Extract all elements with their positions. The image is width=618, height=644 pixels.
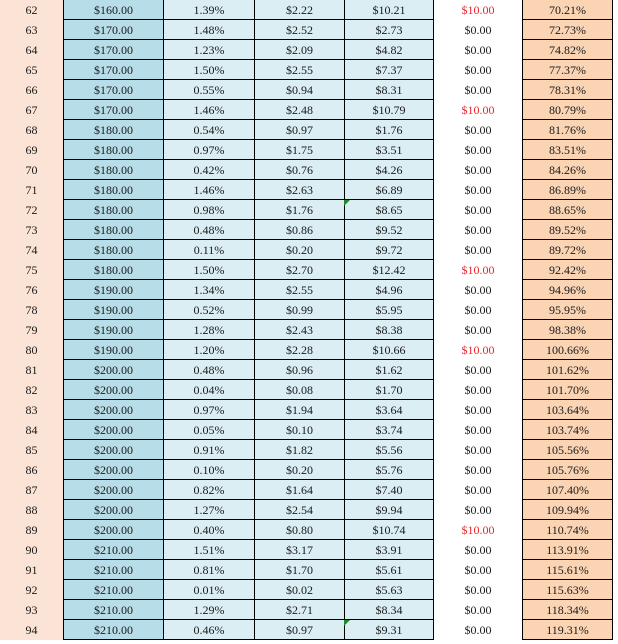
table-row [0, 340, 618, 360]
blank-cell [613, 520, 618, 540]
dividend-cell[interactable]: $1.94 [254, 400, 344, 420]
blank-cell [613, 500, 618, 520]
payout-cell[interactable]: $10.00 [434, 520, 522, 540]
payout-cell[interactable]: $0.00 [434, 380, 522, 400]
payout-cell[interactable]: $0.00 [434, 140, 522, 160]
dividend-cell[interactable]: $2.54 [254, 500, 344, 520]
dividend-cell[interactable]: $2.63 [254, 180, 344, 200]
accumulated-cell[interactable]: $7.37 [344, 60, 434, 80]
row-index-cell: 84 [0, 420, 63, 440]
rate-cell[interactable]: 1.28% [164, 320, 254, 340]
total-return-cell[interactable]: 115.63% [522, 580, 613, 600]
balance-cell[interactable]: $180.00 [63, 140, 164, 160]
payout-cell[interactable]: $0.00 [434, 400, 522, 420]
total-return-cell[interactable]: 109.94% [522, 500, 613, 520]
rate-cell[interactable]: 1.29% [164, 600, 254, 620]
dividend-cell[interactable]: $2.48 [254, 100, 344, 120]
rate-cell[interactable]: 1.34% [164, 280, 254, 300]
balance-cell[interactable]: $200.00 [63, 380, 164, 400]
payout-cell[interactable]: $0.00 [434, 440, 522, 460]
row-index-cell: 82 [0, 380, 63, 400]
accumulated-cell[interactable]: $5.95 [344, 300, 434, 320]
payout-cell[interactable]: $0.00 [434, 500, 522, 520]
row-index-cell: 94 [0, 620, 63, 640]
accumulated-cell[interactable]: $2.73 [344, 20, 434, 40]
payout-cell[interactable]: $10.00 [434, 340, 522, 360]
total-return-cell[interactable]: 107.40% [522, 480, 613, 500]
table-row [0, 520, 618, 540]
blank-cell [613, 120, 618, 140]
rate-cell[interactable]: 0.52% [164, 300, 254, 320]
total-return-cell[interactable]: 103.74% [522, 420, 613, 440]
dividend-cell[interactable]: $0.02 [254, 580, 344, 600]
row-index-cell: 69 [0, 140, 63, 160]
table-row [0, 600, 618, 620]
dividend-cell[interactable]: $2.43 [254, 320, 344, 340]
dividend-cell[interactable]: $0.97 [254, 620, 344, 640]
balance-cell[interactable]: $180.00 [63, 200, 164, 220]
rate-cell[interactable]: 0.55% [164, 80, 254, 100]
dividend-cell[interactable]: $0.76 [254, 160, 344, 180]
accumulated-cell[interactable]: $5.63 [344, 580, 434, 600]
payout-cell[interactable]: $0.00 [434, 540, 522, 560]
dividend-cell[interactable]: $0.97 [254, 120, 344, 140]
dividend-cell[interactable]: $1.76 [254, 200, 344, 220]
payout-cell[interactable]: $0.00 [434, 40, 522, 60]
rate-cell[interactable]: 1.46% [164, 180, 254, 200]
row-index-cell: 86 [0, 460, 63, 480]
balance-cell[interactable]: $200.00 [63, 500, 164, 520]
dividend-cell[interactable]: $0.20 [254, 240, 344, 260]
balance-cell[interactable]: $210.00 [63, 580, 164, 600]
rate-cell[interactable]: 0.97% [164, 140, 254, 160]
row-index-cell: 74 [0, 240, 63, 260]
table-row [0, 620, 618, 640]
total-return-cell[interactable]: 86.89% [522, 180, 613, 200]
total-return-cell[interactable]: 105.76% [522, 460, 613, 480]
rate-cell[interactable]: 0.48% [164, 360, 254, 380]
blank-cell [613, 40, 618, 60]
rate-cell[interactable]: 0.42% [164, 160, 254, 180]
accumulated-cell[interactable]: $4.26 [344, 160, 434, 180]
accumulated-cell[interactable]: $5.56 [344, 440, 434, 460]
error-indicator-icon[interactable] [344, 620, 350, 626]
total-return-cell[interactable]: 118.34% [522, 600, 613, 620]
total-return-cell[interactable]: 103.64% [522, 400, 613, 420]
balance-cell[interactable]: $200.00 [63, 440, 164, 460]
table-row [0, 160, 618, 180]
balance-cell[interactable]: $200.00 [63, 400, 164, 420]
table-row [0, 200, 618, 220]
blank-cell [613, 400, 618, 420]
payout-cell[interactable]: $0.00 [434, 60, 522, 80]
table-row [0, 320, 618, 340]
dividend-cell[interactable]: $2.71 [254, 600, 344, 620]
accumulated-cell[interactable]: $3.74 [344, 420, 434, 440]
row-index-cell: 90 [0, 540, 63, 560]
total-return-cell[interactable]: 105.56% [522, 440, 613, 460]
table-row [0, 580, 618, 600]
accumulated-cell[interactable]: $5.61 [344, 560, 434, 580]
blank-cell [613, 560, 618, 580]
error-indicator-icon[interactable] [344, 200, 350, 206]
balance-cell[interactable]: $190.00 [63, 300, 164, 320]
accumulated-cell[interactable]: $6.89 [344, 180, 434, 200]
payout-cell[interactable]: $10.00 [434, 100, 522, 120]
total-return-cell[interactable]: 92.42% [522, 260, 613, 280]
accumulated-cell[interactable]: $1.70 [344, 380, 434, 400]
balance-cell[interactable]: $180.00 [63, 260, 164, 280]
row-index-cell: 65 [0, 60, 63, 80]
accumulated-cell[interactable]: $9.72 [344, 240, 434, 260]
dividend-cell[interactable]: $2.70 [254, 260, 344, 280]
balance-cell[interactable]: $210.00 [63, 560, 164, 580]
rate-cell[interactable]: 1.23% [164, 40, 254, 60]
rate-cell[interactable]: 0.10% [164, 460, 254, 480]
balance-cell[interactable]: $160.00 [63, 0, 164, 20]
rate-cell[interactable]: 0.54% [164, 120, 254, 140]
rate-cell[interactable]: 1.50% [164, 60, 254, 80]
balance-cell[interactable]: $180.00 [63, 160, 164, 180]
balance-cell[interactable]: $210.00 [63, 540, 164, 560]
accumulated-cell[interactable]: $1.62 [344, 360, 434, 380]
payout-cell[interactable]: $10.00 [434, 260, 522, 280]
table-row [0, 100, 618, 120]
accumulated-cell[interactable]: $4.96 [344, 280, 434, 300]
payout-cell[interactable]: $0.00 [434, 180, 522, 200]
balance-cell[interactable]: $170.00 [63, 40, 164, 60]
blank-cell [613, 460, 618, 480]
table-row [0, 400, 618, 420]
balance-cell[interactable]: $180.00 [63, 180, 164, 200]
table-row [0, 240, 618, 260]
blank-cell [613, 380, 618, 400]
payout-cell[interactable]: $0.00 [434, 80, 522, 100]
dividend-cell[interactable]: $1.70 [254, 560, 344, 580]
payout-cell[interactable]: $0.00 [434, 20, 522, 40]
rate-cell[interactable]: 0.01% [164, 580, 254, 600]
blank-cell [613, 600, 618, 620]
table-row [0, 40, 618, 60]
row-index-cell: 92 [0, 580, 63, 600]
rate-cell[interactable]: 0.05% [164, 420, 254, 440]
total-return-cell[interactable]: 88.65% [522, 200, 613, 220]
table-row [0, 460, 618, 480]
payout-cell[interactable]: $0.00 [434, 360, 522, 380]
balance-cell[interactable]: $200.00 [63, 460, 164, 480]
payout-cell[interactable]: $0.00 [434, 420, 522, 440]
total-return-cell[interactable]: 80.79% [522, 100, 613, 120]
blank-cell [613, 100, 618, 120]
rate-cell[interactable]: 0.91% [164, 440, 254, 460]
dividend-cell[interactable]: $2.22 [254, 0, 344, 20]
row-index-cell: 83 [0, 400, 63, 420]
table-row [0, 360, 618, 380]
table-row [0, 540, 618, 560]
payout-cell[interactable]: $0.00 [434, 240, 522, 260]
balance-cell[interactable]: $170.00 [63, 20, 164, 40]
total-return-cell[interactable]: 89.72% [522, 240, 613, 260]
row-index-cell: 64 [0, 40, 63, 60]
row-index-cell: 85 [0, 440, 63, 460]
total-return-cell[interactable]: 84.26% [522, 160, 613, 180]
row-index-cell: 67 [0, 100, 63, 120]
blank-cell [613, 180, 618, 200]
blank-cell [613, 200, 618, 220]
row-index-cell: 62 [0, 0, 63, 20]
total-return-cell[interactable]: 72.73% [522, 20, 613, 40]
row-index-cell: 76 [0, 280, 63, 300]
rate-cell[interactable]: 1.51% [164, 540, 254, 560]
accumulated-cell[interactable]: $8.38 [344, 320, 434, 340]
accumulated-cell[interactable]: $8.31 [344, 80, 434, 100]
blank-cell [613, 540, 618, 560]
payout-cell[interactable]: $0.00 [434, 620, 522, 640]
total-return-cell[interactable]: 113.91% [522, 540, 613, 560]
blank-cell [613, 620, 618, 640]
dividend-cell[interactable]: $0.94 [254, 80, 344, 100]
total-return-cell[interactable]: 83.51% [522, 140, 613, 160]
balance-cell[interactable]: $170.00 [63, 80, 164, 100]
balance-cell[interactable]: $190.00 [63, 320, 164, 340]
accumulated-cell[interactable]: $1.76 [344, 120, 434, 140]
total-return-cell[interactable]: 78.31% [522, 80, 613, 100]
total-return-cell[interactable]: 81.76% [522, 120, 613, 140]
accumulated-cell[interactable]: $3.91 [344, 540, 434, 560]
dividend-cell[interactable]: $0.80 [254, 520, 344, 540]
accumulated-cell[interactable]: $10.21 [344, 0, 434, 20]
dividend-cell[interactable]: $3.17 [254, 540, 344, 560]
balance-cell[interactable]: $210.00 [63, 600, 164, 620]
total-return-cell[interactable]: 70.21% [522, 0, 613, 20]
row-index-cell: 75 [0, 260, 63, 280]
blank-cell [613, 300, 618, 320]
balance-cell[interactable]: $200.00 [63, 360, 164, 380]
row-index-cell: 63 [0, 20, 63, 40]
table-row [0, 20, 618, 40]
blank-cell [613, 220, 618, 240]
table-row [0, 440, 618, 460]
payout-cell[interactable]: $0.00 [434, 200, 522, 220]
rate-cell[interactable]: 0.82% [164, 480, 254, 500]
row-index-cell: 66 [0, 80, 63, 100]
row-index-cell: 73 [0, 220, 63, 240]
table-row [0, 480, 618, 500]
dividend-cell[interactable]: $0.20 [254, 460, 344, 480]
rate-cell[interactable]: 1.39% [164, 0, 254, 20]
balance-cell[interactable]: $210.00 [63, 620, 164, 640]
rate-cell[interactable]: 0.97% [164, 400, 254, 420]
payout-cell[interactable]: $0.00 [434, 560, 522, 580]
total-return-cell[interactable]: 94.96% [522, 280, 613, 300]
total-return-cell[interactable]: 101.70% [522, 380, 613, 400]
total-return-cell[interactable]: 77.37% [522, 60, 613, 80]
total-return-cell[interactable]: 110.74% [522, 520, 613, 540]
payout-cell[interactable]: $0.00 [434, 300, 522, 320]
row-index-cell: 80 [0, 340, 63, 360]
balance-cell[interactable]: $200.00 [63, 520, 164, 540]
rate-cell[interactable]: 0.81% [164, 560, 254, 580]
blank-cell [613, 60, 618, 80]
payout-cell[interactable]: $0.00 [434, 120, 522, 140]
payout-cell[interactable]: $0.00 [434, 460, 522, 480]
row-index-cell: 91 [0, 560, 63, 580]
blank-cell [613, 280, 618, 300]
blank-cell [613, 20, 618, 40]
accumulated-cell[interactable]: $8.34 [344, 600, 434, 620]
payout-cell[interactable]: $0.00 [434, 580, 522, 600]
table-row [0, 220, 618, 240]
balance-cell[interactable]: $200.00 [63, 480, 164, 500]
accumulated-cell[interactable]: $9.52 [344, 220, 434, 240]
table-row [0, 180, 618, 200]
dividend-cell[interactable]: $2.09 [254, 40, 344, 60]
table-row [0, 560, 618, 580]
row-index-cell: 89 [0, 520, 63, 540]
rate-cell[interactable]: 0.04% [164, 380, 254, 400]
rate-cell[interactable]: 0.98% [164, 200, 254, 220]
dividend-cell[interactable]: $0.08 [254, 380, 344, 400]
table-row [0, 260, 618, 280]
blank-cell [613, 160, 618, 180]
dividend-cell[interactable]: $2.28 [254, 340, 344, 360]
total-return-cell[interactable]: 89.52% [522, 220, 613, 240]
accumulated-cell[interactable]: $10.74 [344, 520, 434, 540]
dividend-cell[interactable]: $1.64 [254, 480, 344, 500]
accumulated-cell[interactable]: $10.79 [344, 100, 434, 120]
table-row [0, 140, 618, 160]
dividend-cell[interactable]: $2.52 [254, 20, 344, 40]
blank-cell [613, 420, 618, 440]
rate-cell[interactable]: 1.48% [164, 20, 254, 40]
table-row [0, 0, 618, 20]
balance-cell[interactable]: $190.00 [63, 280, 164, 300]
payout-cell[interactable]: $0.00 [434, 320, 522, 340]
accumulated-cell[interactable]: $4.82 [344, 40, 434, 60]
blank-cell [613, 320, 618, 340]
rate-cell[interactable]: 1.20% [164, 340, 254, 360]
row-index-cell: 79 [0, 320, 63, 340]
payout-cell[interactable]: $0.00 [434, 280, 522, 300]
balance-cell[interactable]: $170.00 [63, 60, 164, 80]
blank-cell [613, 240, 618, 260]
total-return-cell[interactable]: 100.66% [522, 340, 613, 360]
balance-cell[interactable]: $180.00 [63, 240, 164, 260]
dividend-cell[interactable]: $1.82 [254, 440, 344, 460]
blank-cell [613, 480, 618, 500]
table-row [0, 280, 618, 300]
row-index-cell: 87 [0, 480, 63, 500]
table-row [0, 500, 618, 520]
rate-cell[interactable]: 0.40% [164, 520, 254, 540]
row-index-cell: 68 [0, 120, 63, 140]
rate-cell[interactable]: 0.48% [164, 220, 254, 240]
total-return-cell[interactable]: 119.31% [522, 620, 613, 640]
balance-cell[interactable]: $180.00 [63, 220, 164, 240]
total-return-cell[interactable]: 115.61% [522, 560, 613, 580]
table-row [0, 380, 618, 400]
dividend-cell[interactable]: $0.99 [254, 300, 344, 320]
rate-cell[interactable]: 0.46% [164, 620, 254, 640]
total-return-cell[interactable]: 101.62% [522, 360, 613, 380]
blank-cell [613, 140, 618, 160]
balance-cell[interactable]: $180.00 [63, 120, 164, 140]
dividend-cell[interactable]: $0.10 [254, 420, 344, 440]
payout-cell[interactable]: $10.00 [434, 0, 522, 20]
table-row [0, 60, 618, 80]
dividend-cell[interactable]: $0.96 [254, 360, 344, 380]
accumulated-cell[interactable]: $8.65 [344, 200, 434, 220]
dividend-cell[interactable]: $2.55 [254, 60, 344, 80]
rate-cell[interactable]: 0.11% [164, 240, 254, 260]
row-index-cell: 71 [0, 180, 63, 200]
total-return-cell[interactable]: 98.38% [522, 320, 613, 340]
balance-cell[interactable]: $190.00 [63, 340, 164, 360]
row-index-cell: 78 [0, 300, 63, 320]
row-index-cell: 88 [0, 500, 63, 520]
blank-cell [613, 360, 618, 380]
table-row [0, 420, 618, 440]
payout-cell[interactable]: $0.00 [434, 480, 522, 500]
payout-cell[interactable]: $0.00 [434, 160, 522, 180]
blank-cell [613, 580, 618, 600]
rate-cell[interactable]: 1.27% [164, 500, 254, 520]
blank-cell [613, 340, 618, 360]
blank-cell [613, 440, 618, 460]
accumulated-cell[interactable]: $5.76 [344, 460, 434, 480]
row-index-cell: 93 [0, 600, 63, 620]
row-index-cell: 70 [0, 160, 63, 180]
dividend-cell[interactable]: $2.55 [254, 280, 344, 300]
row-index-cell: 81 [0, 360, 63, 380]
rate-cell[interactable]: 1.46% [164, 100, 254, 120]
accumulated-cell[interactable]: $9.94 [344, 500, 434, 520]
payout-cell[interactable]: $0.00 [434, 220, 522, 240]
dividend-cell[interactable]: $1.75 [254, 140, 344, 160]
balance-cell[interactable]: $200.00 [63, 420, 164, 440]
payout-cell[interactable]: $0.00 [434, 600, 522, 620]
blank-cell [613, 80, 618, 100]
table-row [0, 300, 618, 320]
total-return-cell[interactable]: 74.82% [522, 40, 613, 60]
dividend-cell[interactable]: $0.86 [254, 220, 344, 240]
accumulated-cell[interactable]: $3.51 [344, 140, 434, 160]
total-return-cell[interactable]: 95.95% [522, 300, 613, 320]
accumulated-cell[interactable]: $10.66 [344, 340, 434, 360]
table-row [0, 80, 618, 100]
balance-cell[interactable]: $170.00 [63, 100, 164, 120]
rate-cell[interactable]: 1.50% [164, 260, 254, 280]
accumulated-cell[interactable]: $7.40 [344, 480, 434, 500]
blank-cell [613, 0, 618, 20]
row-index-cell: 72 [0, 200, 63, 220]
accumulated-cell[interactable]: $3.64 [344, 400, 434, 420]
blank-cell [613, 260, 618, 280]
accumulated-cell[interactable]: $12.42 [344, 260, 434, 280]
accumulated-cell[interactable]: $9.31 [344, 620, 434, 640]
table-row [0, 120, 618, 140]
